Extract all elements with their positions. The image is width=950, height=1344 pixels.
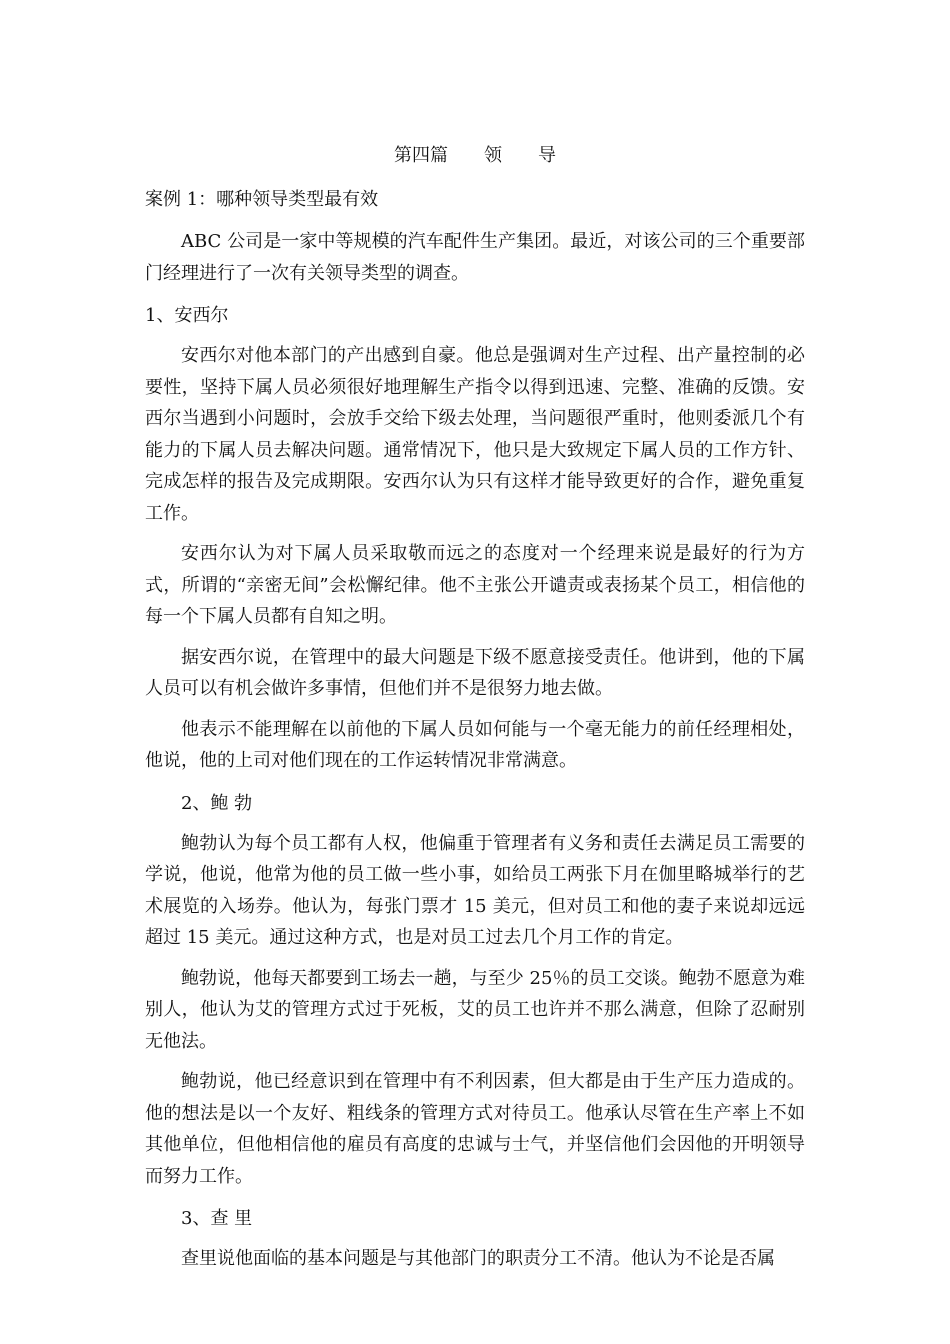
section-heading-baobo: 2、鲍 勃 [181,792,253,814]
intro-paragraph: ABC 公司是一家中等规模的汽车配件生产集团。最近，对该公司的三个重要部门经理进行了一次有关领导类型的调查。 [145,231,805,284]
document-page [145,138,805,1284]
baobo-paragraph-2: 鲍勃说，他每天都要到工场去一趟，与至少 25％的员工交谈。鲍勃不愿意为难别人，他认为艾的管理方式过于死板，艾的员工也许并不那么满意，但除了忍耐别无他法。 [145,967,805,1052]
chapter-title: 第四篇 领 导 [394,145,556,166]
baobo-paragraph-1: 鲍勃认为每个员工都有人权，他偏重于管理者有义务和责任去满足员工需要的学说，他说，他常为他的员工做一些小事，如给员工两张下月在伽里略城举行的艺术展览的入场券。他认为，每张门票才 15 美元，但对员工和他的妻子来说却远远超过 15 美元。通过这种方式，也是对员工过去几个月工作的肯定。 [145,832,805,948]
anxier-paragraph-1: 安西尔对他本部门的产出感到自豪。他总是强调对生产过程、出产量控制的必要性，坚持下属人员必须很好地理解生产指令以得到迅速、完整、准确的反馈。安西尔当遇到小问题时，会放手交给下级去处理，当问题很严重时，他则委派几个有能力的下属人员去解决问题。通常情况下，他只是大致规定下属人员的工作方针、完成怎样的报告及完成期限。安西尔认为只有这样才能导致更好的合作，避免重复工作。 [145,345,805,524]
anxier-paragraph-2: 安西尔认为对下属人员采取敬而远之的态度对一个经理来说是最好的行为方式，所谓的“亲密无间”会松懈纪律。他不主张公开谴责或表扬某个员工，相信他的每一个下属人员都有自知之明。 [145,543,805,627]
anxier-paragraph-3: 据安西尔说，在管理中的最大问题是下级不愿意接受责任。他讲到，他的下属人员可以有机会做许多事情，但他们并不是很努力地去做。 [145,646,805,699]
chali-paragraph-1: 查里说他面临的基本问题是与其他部门的职责分工不清。他认为不论是否属 [181,1248,775,1269]
baobo-paragraph-3: 鲍勃说，他已经意识到在管理中有不利因素，但大都是由于生产压力造成的。他的想法是以一个友好、粗线条的管理方式对待员工。他承认尽管在生产率上不如其他单位，但他相信他的雇员有高度的忠诚与士气，并坚信他们会因他的开明领导而努力工作。 [145,1071,805,1187]
section-heading-anxier: 1、安西尔 [145,305,229,326]
section-heading-chali: 3、查 里 [181,1208,253,1229]
anxier-paragraph-4: 他表示不能理解在以前他的下属人员如何能与一个毫无能力的前任经理相处，他说，他的上司对他们现在的工作运转情况非常满意。 [145,718,805,771]
case-title: 案例 1：哪种领导类型最有效 [145,189,379,210]
